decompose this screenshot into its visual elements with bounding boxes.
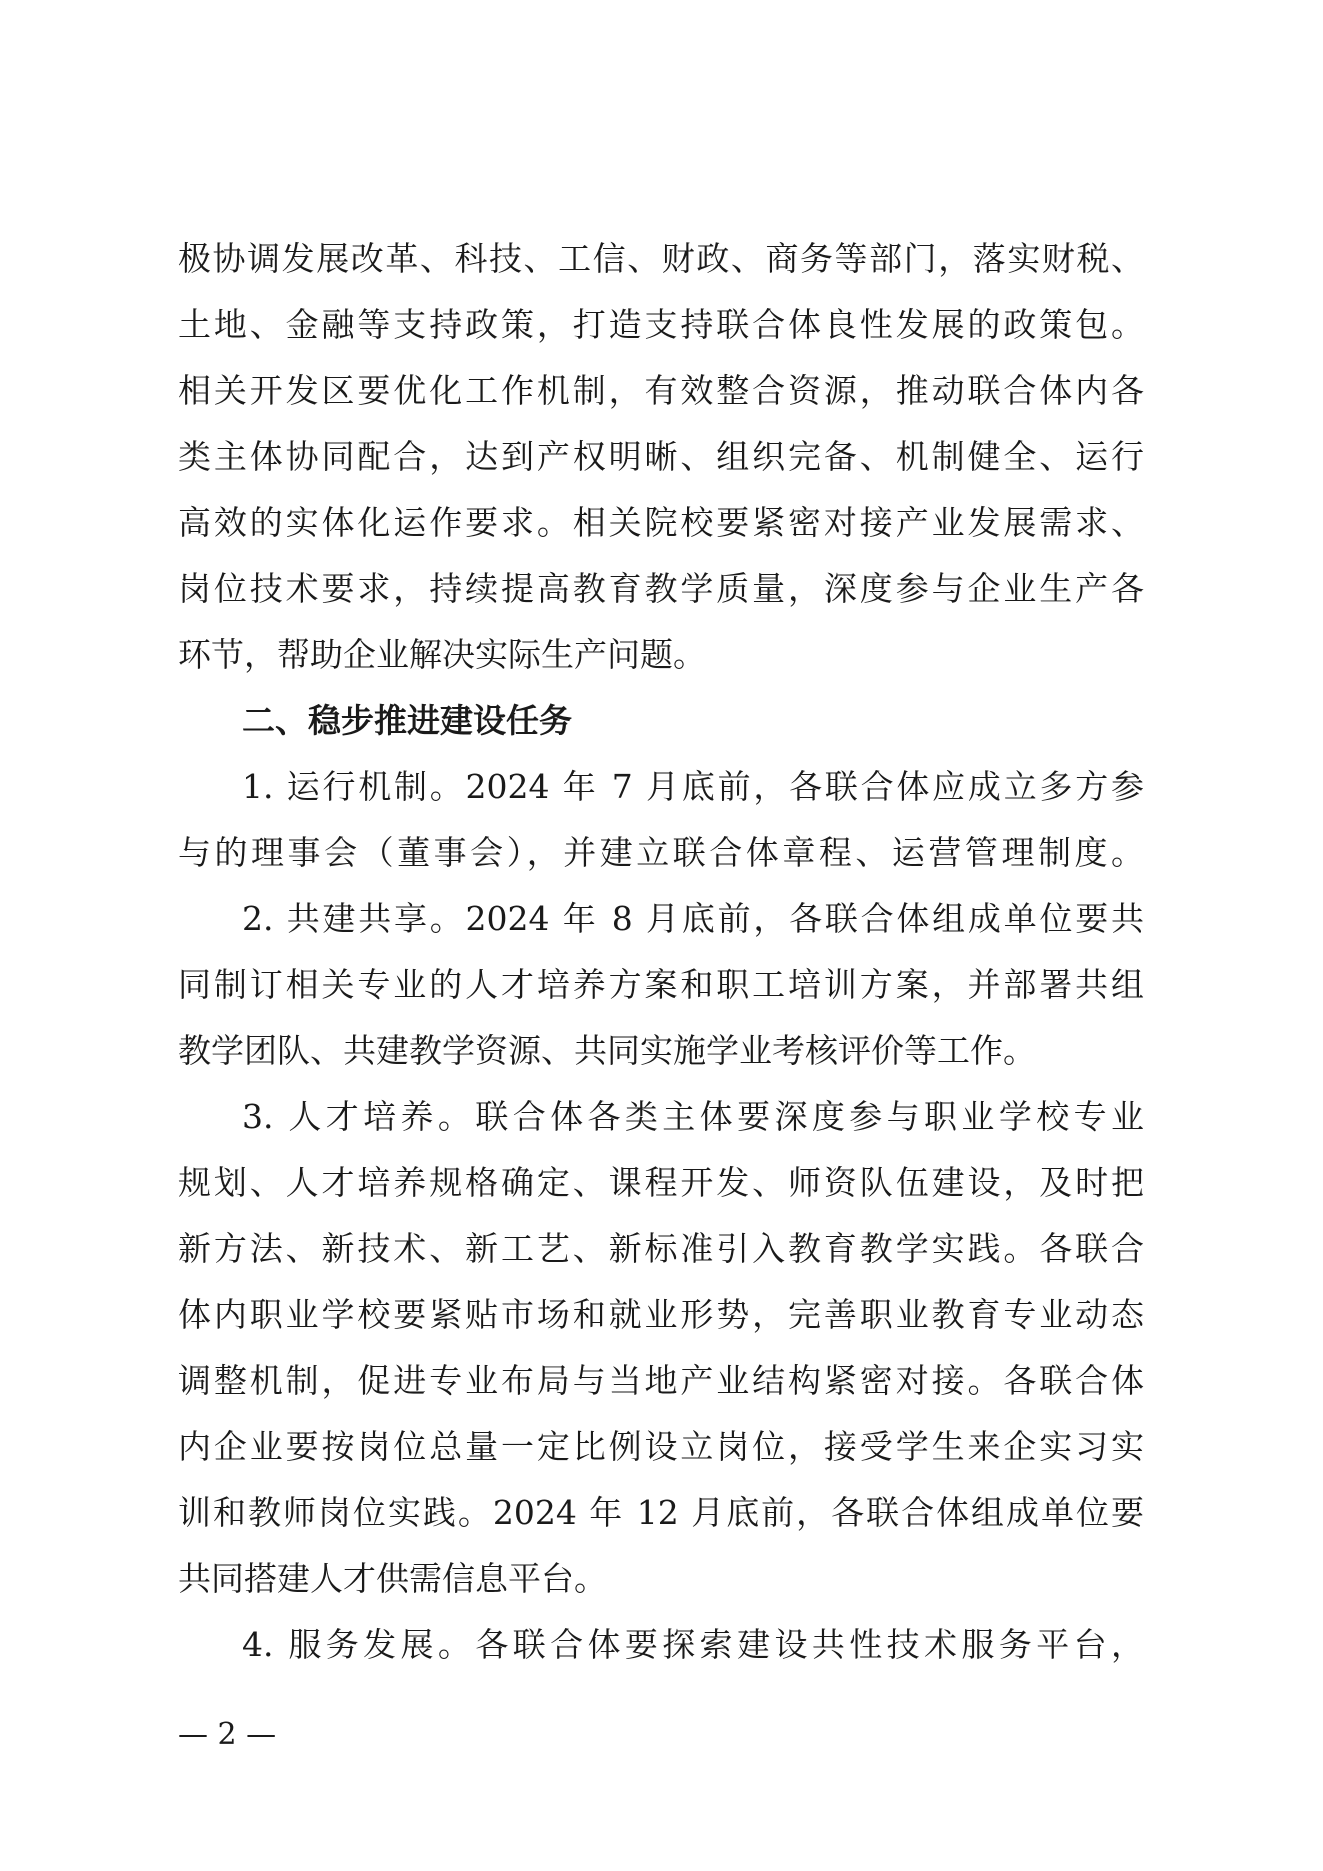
item-3-line-2: 规划、人才培养规格确定、课程开发、师资队伍建设，及时把 (178, 1163, 1144, 1202)
body-line-6: 岗位技术要求，持续提高教育教学质量，深度参与企业生产各 (178, 569, 1144, 608)
body-line-2: 土地、金融等支持政策，打造支持联合体良性发展的政策包。 (178, 305, 1144, 344)
body-line-4: 类主体协同配合，达到产权明晰、组织完备、机制健全、运行 (178, 437, 1144, 476)
item-3-line-7: 训和教师岗位实践。2024 年 12 月底前，各联合体组成单位要 (178, 1493, 1144, 1532)
body-line-1: 极协调发展改革、科技、工信、财政、商务等部门，落实财税、 (178, 239, 1144, 278)
item-4-line-1: 4. 服务发展。各联合体要探索建设共性技术服务平台， (242, 1625, 1144, 1664)
body-line-5: 高效的实体化运作要求。相关院校要紧密对接产业发展需求、 (178, 503, 1144, 542)
item-2-line-2: 同制订相关专业的人才培养方案和职工培训方案，并部署共组 (178, 965, 1144, 1004)
page-number: — 2 — (178, 1717, 277, 1752)
item-1-line-2: 与的理事会（董事会），并建立联合体章程、运营管理制度。 (178, 833, 1144, 872)
item-2-line-3: 教学团队、共建教学资源、共同实施学业考核评价等工作。 (178, 1031, 1036, 1070)
item-3-line-5: 调整机制，促进专业布局与当地产业结构紧密对接。各联合体 (178, 1361, 1144, 1400)
item-3-line-8: 共同搭建人才供需信息平台。 (178, 1559, 607, 1598)
item-3-line-4: 体内职业学校要紧贴市场和就业形势，完善职业教育专业动态 (178, 1295, 1144, 1334)
item-1-line-1: 1. 运行机制。2024 年 7 月底前，各联合体应成立多方参 (242, 767, 1144, 806)
item-2-line-1: 2. 共建共享。2024 年 8 月底前，各联合体组成单位要共 (242, 899, 1144, 938)
item-3-line-6: 内企业要按岗位总量一定比例设立岗位，接受学生来企实习实 (178, 1427, 1144, 1466)
body-line-7: 环节，帮助企业解决实际生产问题。 (178, 635, 706, 674)
body-line-3: 相关开发区要优化工作机制，有效整合资源，推动联合体内各 (178, 371, 1144, 410)
item-3-line-1: 3. 人才培养。联合体各类主体要深度参与职业学校专业 (242, 1097, 1144, 1136)
item-3-line-3: 新方法、新技术、新工艺、新标准引入教育教学实践。各联合 (178, 1229, 1144, 1268)
section-heading: 二、稳步推进建设任务 (242, 701, 572, 740)
